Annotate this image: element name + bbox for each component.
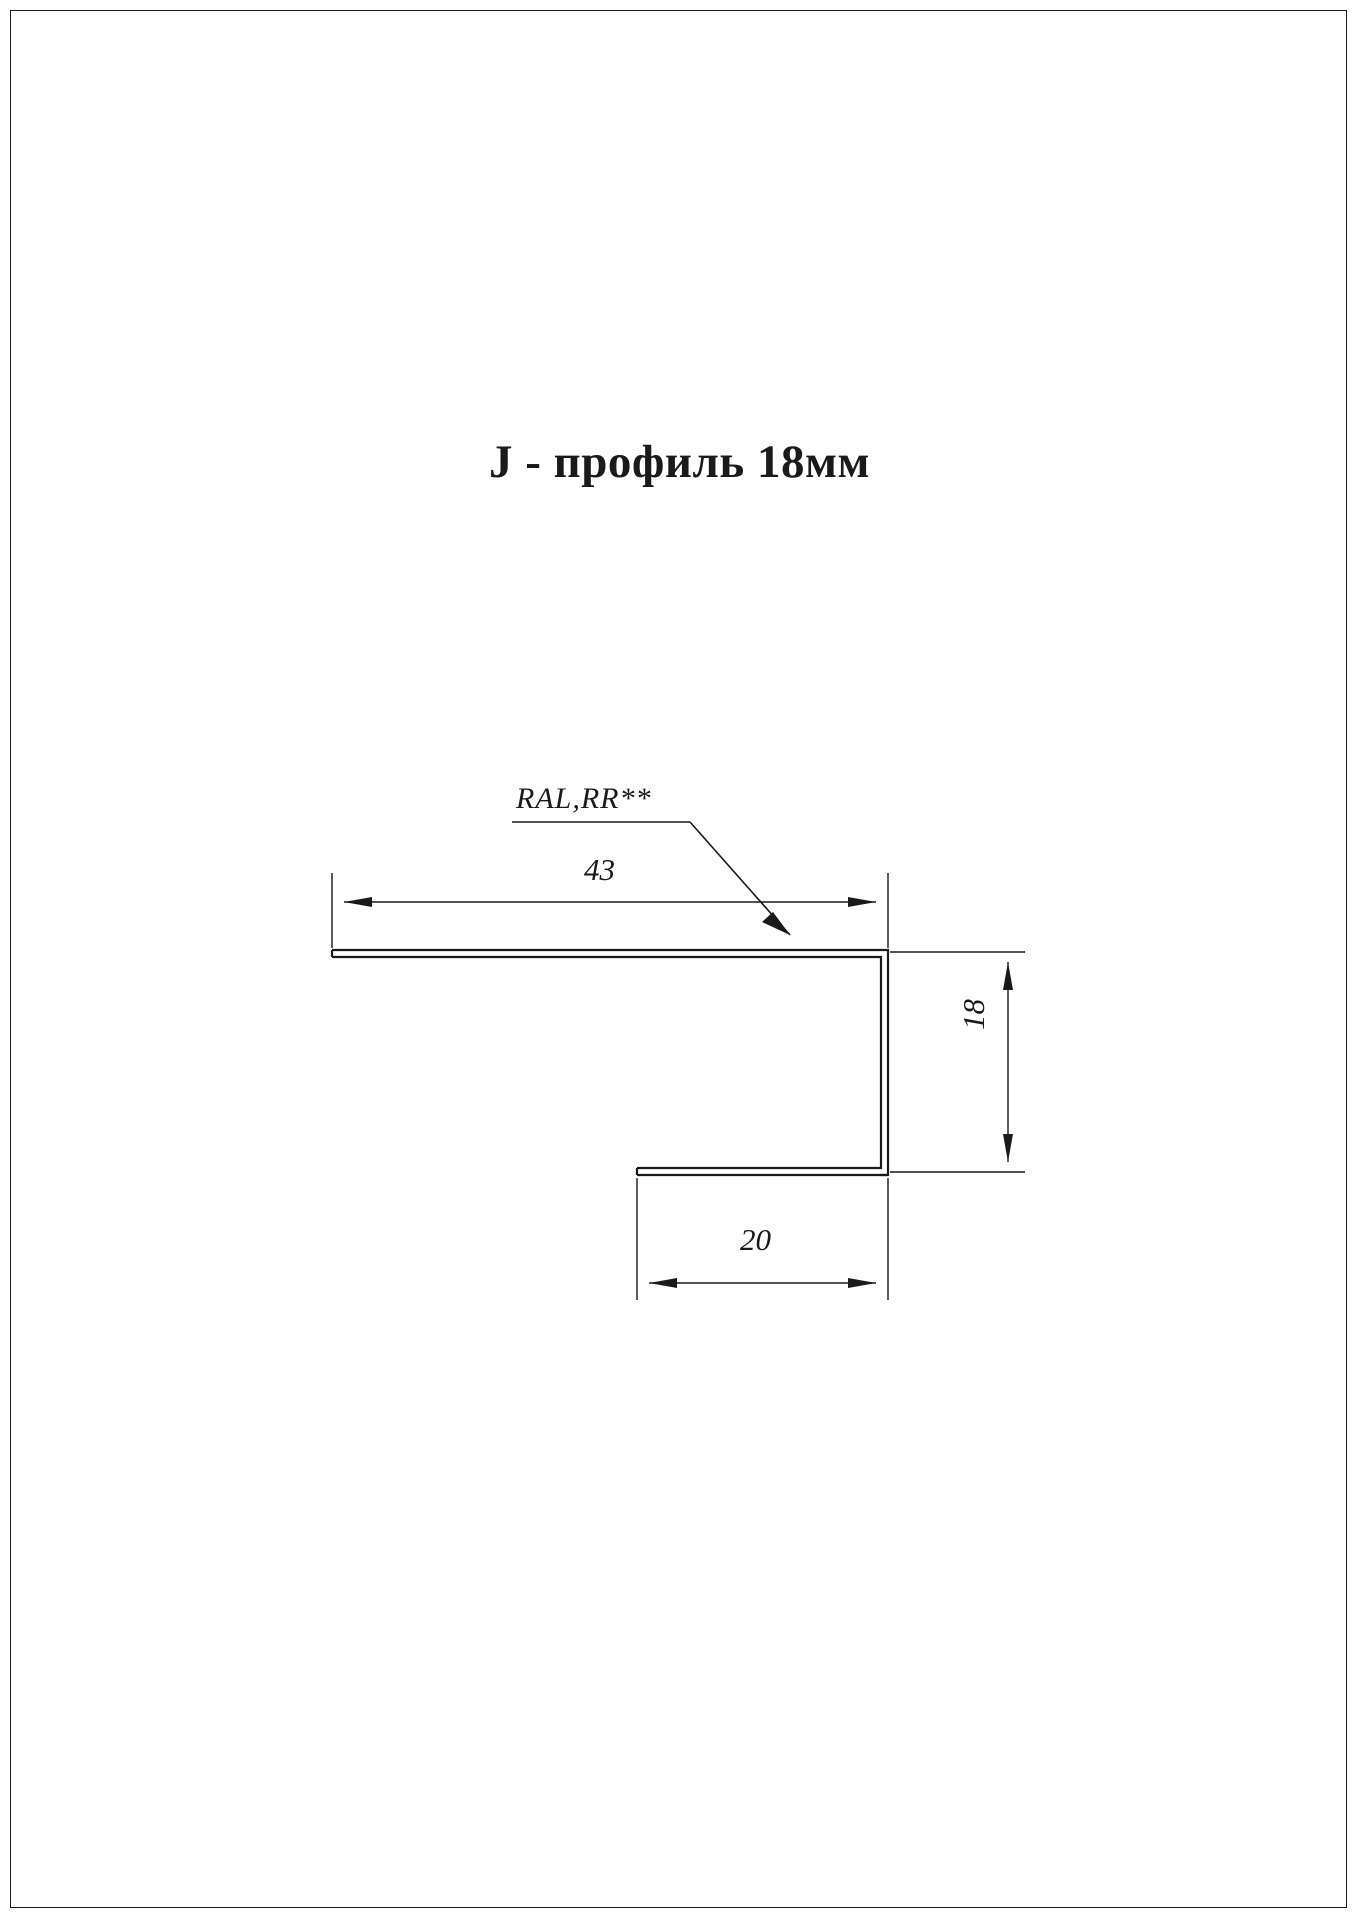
page-title: J - профиль 18мм xyxy=(489,436,870,488)
profile-outline xyxy=(332,950,888,1175)
material-leader-line xyxy=(512,822,790,935)
dimension-right-label: 18 xyxy=(956,999,991,1030)
material-label: RAL,RR** xyxy=(516,782,652,815)
dimension-bottom-label: 20 xyxy=(740,1222,771,1257)
dimension-right xyxy=(890,952,1025,1172)
dimension-top-label: 43 xyxy=(584,852,615,887)
